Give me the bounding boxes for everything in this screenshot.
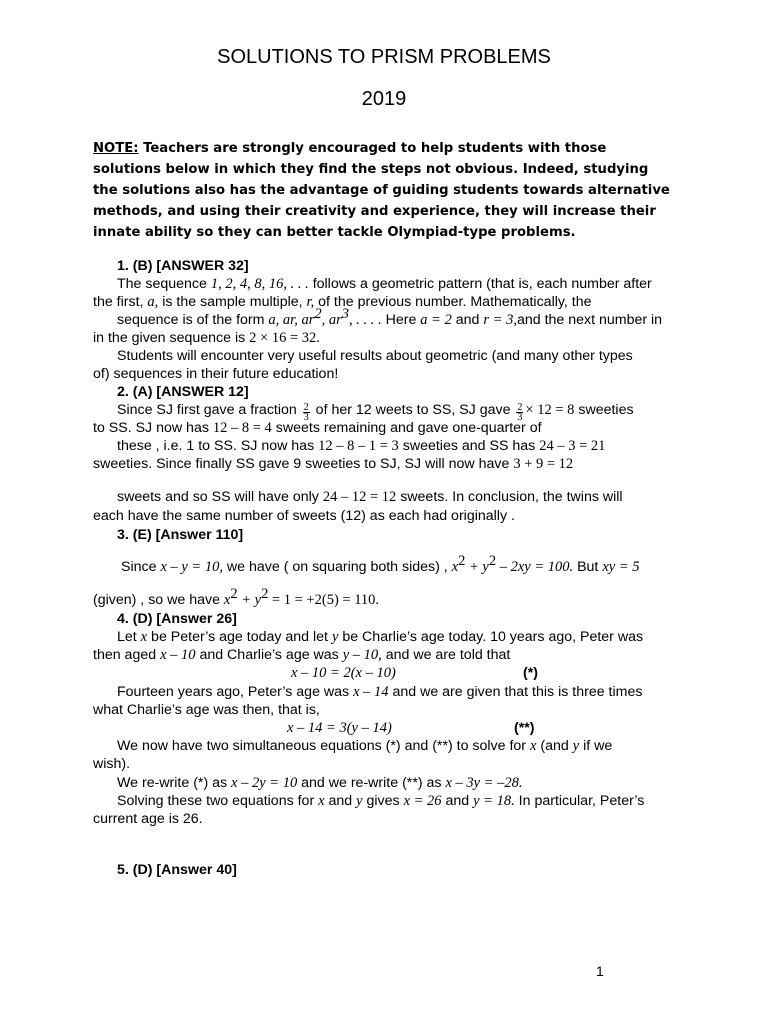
- page-number: 1: [596, 963, 604, 979]
- equation-star: x – 10 = 2(x – 10): [291, 665, 396, 681]
- problem-4-heading: 4. (D) [Answer 26]: [117, 611, 237, 627]
- problem-2-line: these , i.e. 1 to SS. SJ now has 12 – 8 – 1 = 3 sweeties and SS has 24 – 3 = 21: [117, 438, 606, 454]
- problem-4-line: We now have two simultaneous equations (*) and (**) to solve for x (and y if we: [117, 738, 613, 754]
- problem-4-line: wish).: [93, 756, 131, 772]
- fraction: $\frac{2}{3}$: [517, 402, 523, 423]
- equation-double-star: x – 14 = 3(y – 14): [287, 720, 392, 736]
- problem-4-line: current age is 26.: [93, 811, 203, 827]
- problem-2-line: to SS. SJ now has 12 – 8 = 4 sweets remaining and gave one-quarter of: [93, 420, 542, 436]
- problem-1-heading: 1. (B) [ANSWER 32]: [117, 258, 249, 274]
- problem-3-line: Since x – y = 10, we have ( on squaring both sides) , $x^2 + y^2 - 2xy = 100$. But xy = 5: [121, 553, 640, 575]
- document-year: 2019: [361, 88, 407, 110]
- note-text: Teachers are strongly encouraged to help students with those solutions below in which they find the steps not obvious. Indeed, studying the solutions also has the advantage of guiding students towards alternative methods, and using their creativity and experience, they will increase their innate ability so they can better tackle Olympiad-type problems.: [93, 141, 670, 240]
- problem-4-line: then aged x – 10 and Charlie’s age was y – 10, and we are told that: [93, 647, 511, 663]
- problem-1-line: Students will encounter very useful results about geometric (and many other types: [117, 348, 633, 364]
- problem-4-line: We re-write (*) as x – 2y = 10 and we re-write (**) as x – 3y = –28.: [117, 775, 523, 791]
- fraction: $\frac{2}{3}$: [303, 402, 309, 423]
- teacher-note: [93, 138, 673, 243]
- problem-4-line: Solving these two equations for x and y gives x = 26 and y = 18. In particular, Peter’s: [117, 793, 645, 809]
- problem-2-line: sweeties. Since finally SS gave 9 sweeties to SJ, SJ will now have 3 + 9 = 12: [93, 456, 574, 472]
- problem-1-line: sequence is of the form a, ar, $ar^2$, $ar^3$, . . . . Here a = 2 and r = 3,and the next number in: [117, 306, 663, 328]
- equation-tag: (**): [514, 720, 535, 736]
- problem-2-line: each have the same number of sweets (12) as each had originally .: [93, 508, 515, 524]
- problem-2-line: sweets and so SS will have only 24 – 12 = 12 sweets. In conclusion, the twins will: [117, 489, 623, 505]
- problem-3-heading: 3. (E) [Answer 110]: [117, 527, 244, 543]
- problem-2-line: Since SJ first gave a fraction $\frac{2}{3}$ of her 12 weets to SS, SJ gave $\frac{2}{3}$ × 12 = 8 sweeties: [117, 402, 634, 423]
- problem-1-line: in the given sequence is 2 × 16 = 32.: [93, 330, 320, 346]
- problem-1-line: the first, a, is the sample multiple, r, of the previous number. Mathematically, the: [93, 294, 592, 310]
- problem-3-line: (given) , so we have $x^2 + y^2 = 1 = +2(5) = 110$.: [93, 586, 380, 608]
- problem-1-line: of) sequences in their future education!: [93, 366, 339, 382]
- problem-4-line: what Charlie’s age was then, that is,: [93, 702, 320, 718]
- problem-5-heading: 5. (D) [Answer 40]: [117, 862, 237, 878]
- problem-4-line: Let x be Peter’s age today and let y be Charlie’s age today. 10 years ago, Peter was: [117, 629, 644, 645]
- equation-tag: (*): [523, 665, 538, 681]
- problem-2-heading: 2. (A) [ANSWER 12]: [117, 384, 249, 400]
- note-label: NOTE:: [93, 141, 139, 156]
- problem-4-line: Fourteen years ago, Peter’s age was x – 14 and we are given that this is three times: [117, 684, 643, 700]
- problem-1-line: The sequence 1, 2, 4, 8, 16, . . . follows a geometric pattern (that is, each number after: [117, 276, 652, 292]
- document-title: SOLUTIONS TO PRISM PROBLEMS: [217, 46, 551, 68]
